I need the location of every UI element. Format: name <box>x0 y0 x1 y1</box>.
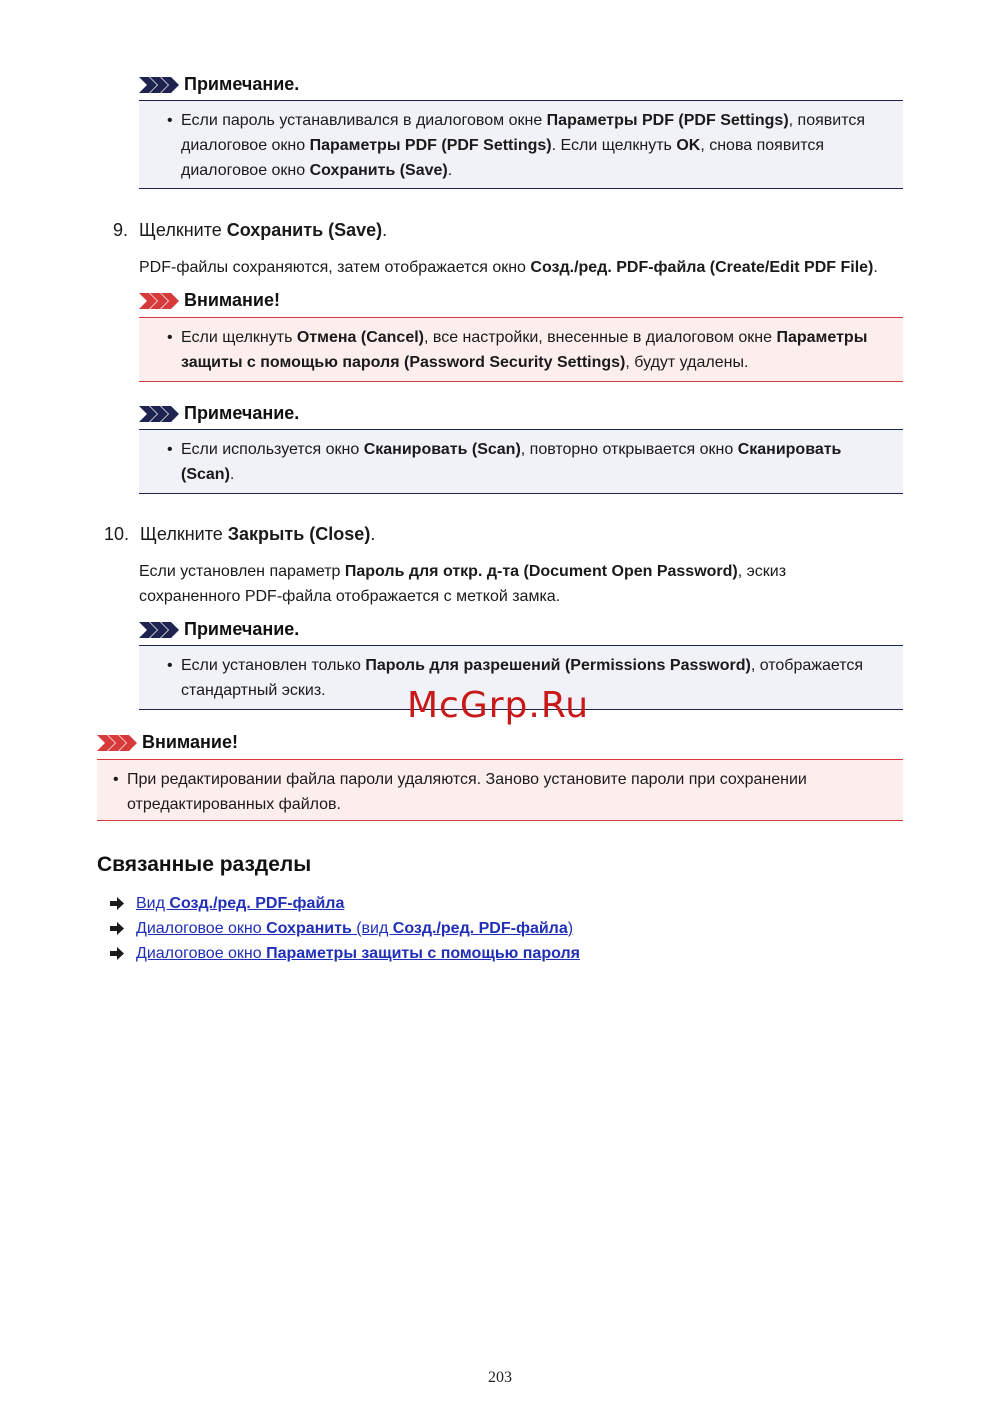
note-arrows-icon <box>139 406 179 422</box>
arrow-right-icon <box>110 897 124 910</box>
note-item: • Если используется окно Сканировать (Scan), повторно открывается окно Сканировать (Scan). <box>181 437 887 487</box>
step-10-description: Если установлен параметр Пароль для откр. д-та (Document Open Password), эскиз сохраненного PDF-файла отображается с меткой замка. <box>139 563 787 605</box>
related-link-item <box>110 941 580 966</box>
page-number: 203 <box>488 1369 512 1386</box>
note-heading <box>139 403 299 424</box>
step-number: 9. <box>113 220 129 240</box>
related-link-password-security-dialog[interactable]: Диалоговое окно Параметры защиты с помощью пароля <box>136 945 580 962</box>
warning-title: Внимание! <box>142 732 238 752</box>
watermark: McGrp.Ru <box>407 685 590 726</box>
warning-heading <box>139 290 280 311</box>
step-9-description: PDF-файлы сохраняются, затем отображается окно Созд./ред. PDF-файла (Create/Edit PDF File). <box>139 259 878 276</box>
related-topics-title: Связанные разделы <box>97 853 312 876</box>
note-title: Примечание. <box>184 619 300 639</box>
step-9: 9. Щелкните Сохранить (Save). <box>113 220 388 240</box>
arrow-right-icon <box>110 922 124 935</box>
step-number: 10. <box>104 524 130 544</box>
note-heading <box>139 74 299 95</box>
related-link-save-dialog[interactable]: Диалоговое окно Сохранить (вид Созд./ред. PDF-файла) <box>136 920 574 937</box>
note-box <box>139 429 903 494</box>
warning-item: • При редактировании файла пароли удаляются. Заново установите пароли при сохранении отредактированных файлов. <box>127 767 887 817</box>
warning-box <box>139 317 903 382</box>
warning-item: • Если щелкнуть Отмена (Cancel), все настройки, внесенные в диалоговом окне Параметры защиты с помощью пароля (Password Security Settings), будут удалены. <box>181 325 887 375</box>
note-title: Примечание. <box>184 403 300 423</box>
warning-title: Внимание! <box>184 290 280 310</box>
warning-arrows-icon <box>97 735 137 751</box>
note-arrows-icon <box>139 77 179 93</box>
note-arrows-icon <box>139 622 179 638</box>
note-heading <box>139 619 299 640</box>
related-link-create-edit-view[interactable]: Вид Созд./ред. PDF-файла <box>136 895 345 912</box>
warning-heading <box>97 732 238 753</box>
warning-arrows-icon <box>139 293 179 309</box>
related-link-item <box>110 916 573 941</box>
warning-box <box>97 759 903 821</box>
note-item: • Если установлен только Пароль для разрешений (Permissions Password), отображается стандартный эскиз. <box>181 653 887 703</box>
arrow-right-icon <box>110 947 124 960</box>
note-item: • Если пароль устанавливался в диалоговом окне Параметры PDF (PDF Settings), появится диалоговое окно Параметры PDF (PDF Settings). Если щелкнуть OK, снова появится диалоговое окно Сохранить (Save). <box>181 108 887 183</box>
note-title: Примечание. <box>184 74 300 94</box>
note-box <box>139 100 903 189</box>
step-10: 10. Щелкните Закрыть (Close). <box>104 524 376 544</box>
related-link-item <box>110 891 344 916</box>
